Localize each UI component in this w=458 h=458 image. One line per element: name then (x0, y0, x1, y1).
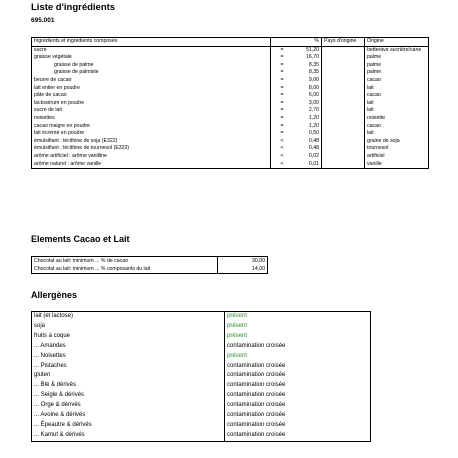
ingredient-row (32, 46, 429, 54)
ingredient-sign: = (271, 100, 294, 108)
ingredient-sign: = (271, 107, 294, 115)
ingredient-name: émulsifiant : lécithine de tournesol (E322) (34, 145, 130, 152)
allergen-name: fruits à coque (34, 332, 71, 339)
ingredient-sign: = (271, 69, 294, 77)
allergen-name: ... Pistaches (34, 362, 67, 369)
ingredient-name: sucre (34, 46, 47, 53)
allergens-table (31, 311, 371, 442)
allergen-status: présent (225, 322, 371, 332)
ingredient-sign: < (271, 153, 294, 161)
ingredient-row (32, 153, 429, 161)
ingredient-name: graisse de palmiste (54, 69, 99, 76)
cacao-section-title: Elements Cacao et Lait (31, 234, 130, 244)
allergen-name: ... Kamut & dérivés (34, 431, 85, 438)
ingredient-country (322, 62, 365, 70)
allergen-status: contamination croisée (225, 361, 371, 371)
cacao-row (32, 257, 268, 266)
allergen-name: ... Noisettes (34, 352, 66, 359)
ingredient-percent: 8,35 (308, 61, 319, 68)
ingredients-body (32, 46, 429, 169)
ingredients-table (31, 37, 429, 169)
allergens-title: Allergènes (31, 290, 78, 300)
ingredient-origin: betterave sucrière/cane (365, 46, 429, 54)
allergen-name: ... Avoine & dérivés (34, 412, 86, 419)
ingredient-percent: 1,20 (308, 115, 319, 122)
ingredient-row (32, 115, 429, 123)
allergen-status: présent (225, 312, 371, 322)
ingredient-name: arôme artificiel : arôme vanilline (34, 153, 107, 159)
ingredient-country (322, 153, 365, 161)
allergen-status: présent (225, 332, 371, 342)
ingredient-percent: 8,35 (308, 69, 319, 76)
ingredient-row (32, 69, 429, 77)
ingredient-origin: lait (365, 85, 429, 93)
ingredient-percent: 3,00 (308, 99, 319, 106)
ingredient-row (32, 145, 429, 153)
allergen-name: lait (et lactose) (34, 313, 74, 320)
allergen-row (32, 421, 371, 431)
ingredient-percent: 6,00 (308, 92, 319, 99)
allergen-row (32, 352, 371, 362)
cacao-value: 14,00 (218, 265, 268, 274)
ingredient-row (32, 123, 429, 131)
allergen-status: contamination croisée (225, 411, 371, 421)
ingredient-row (32, 130, 429, 138)
ingredient-origin: cacao (365, 92, 429, 100)
allergen-row (32, 371, 371, 381)
allergen-row (32, 411, 371, 421)
cacao-milk-table (31, 256, 268, 274)
ingredient-origin: vanille (365, 161, 429, 169)
ingredient-sign: = (271, 62, 294, 70)
ingredient-country (322, 46, 365, 54)
ingredient-percent: 0,02 (308, 153, 319, 159)
header-origin: Origine (365, 38, 429, 47)
ingredient-row (32, 107, 429, 115)
allergen-row (32, 391, 371, 401)
ingredient-name: pâte de cacao (34, 92, 67, 99)
ingredient-row (32, 100, 429, 108)
ingredient-country (322, 115, 365, 123)
ingredient-percent: 8,00 (308, 84, 319, 91)
ingredient-origin: cacao (365, 123, 429, 131)
allergen-status: contamination croisée (225, 431, 371, 441)
ingredient-percent: 16,70 (306, 54, 319, 61)
ingredient-percent: 51,20 (306, 46, 319, 53)
allergen-row (32, 322, 371, 332)
ingredient-name: émulsifiant : lécithine de soja (E322) (34, 137, 118, 144)
ingredient-row (32, 77, 429, 85)
ingredient-percent: 9,00 (308, 77, 319, 84)
ingredient-name: lait écrémé en poudre (34, 130, 85, 137)
ingredient-row (32, 62, 429, 70)
allergen-name: ... Orge & dérivés (34, 402, 81, 409)
allergen-name: ... Blé & dérivés (34, 382, 77, 389)
ingredient-country (322, 69, 365, 77)
allergen-name: ... Épeautre & dérivés (34, 421, 92, 428)
cacao-label: Chocolat au lait: minimum ... % de cacao (34, 258, 128, 265)
ingredient-country (322, 138, 365, 146)
ingredient-origin: lait (365, 107, 429, 115)
allergen-name: ... Seigle & dérivés (34, 392, 85, 399)
header-percent: % (271, 38, 322, 47)
ingredients-header-row (32, 38, 429, 47)
ingredient-percent: 0,48 (308, 145, 319, 152)
ingredient-country (322, 145, 365, 153)
allergen-status: contamination croisée (225, 371, 371, 381)
allergen-name: gluten (34, 372, 51, 379)
ingredient-percent: 0,01 (308, 160, 319, 167)
ingredient-percent: 1,20 (308, 122, 319, 129)
ingredient-country (322, 100, 365, 108)
ingredient-name: graisse végétale (34, 54, 72, 61)
ingredient-origin: lait (365, 100, 429, 108)
allergen-row (32, 342, 371, 352)
ingredient-name: arôme naturel : arôme vanille (34, 160, 102, 167)
ingredient-country (322, 123, 365, 131)
cacao-value: 30,00 (218, 257, 268, 266)
ingredient-country (322, 54, 365, 62)
cacao-label: Chocolat au lait: minimum ... % composants du lait (34, 266, 151, 273)
ingredient-name: cacao maigre en poudre (34, 122, 90, 129)
ingredient-percent: 0,50 (308, 130, 319, 137)
ingredient-sign: = (271, 46, 294, 54)
ingredient-name: noisettes (34, 115, 55, 122)
ingredient-sign: = (271, 115, 294, 123)
ingredient-sign: = (271, 130, 294, 138)
allergen-status: contamination croisée (225, 401, 371, 411)
ingredient-percent: 2,70 (308, 107, 319, 114)
allergen-status: contamination croisée (225, 342, 371, 352)
allergen-row (32, 431, 371, 441)
ingredient-country (322, 161, 365, 169)
allergen-name: ... Amandes (34, 342, 66, 349)
ingredient-percent: 0,48 (308, 137, 319, 144)
ingredient-sign: = (271, 77, 294, 85)
ingredient-origin: artificiel (365, 153, 429, 161)
ingredient-row (32, 161, 429, 169)
allergen-row (32, 361, 371, 371)
ingredient-origin: lait (365, 130, 429, 138)
allergen-row (32, 332, 371, 342)
allergen-status: contamination croisée (225, 381, 371, 391)
ingredient-name: graisse de palme (54, 61, 94, 68)
ingredient-sign: = (271, 123, 294, 131)
ingredient-row (32, 138, 429, 146)
ingredient-name: sucre de lait (34, 107, 62, 114)
ingredient-origin: tournesol (365, 145, 429, 153)
ingredient-country (322, 77, 365, 85)
ingredient-country (322, 85, 365, 93)
ingredient-origin: graine de soja (365, 138, 429, 146)
ingredient-sign: < (271, 145, 294, 153)
allergen-status: contamination croisée (225, 421, 371, 431)
header-ingredients: Ingrédients et ingrédients composés (32, 38, 271, 47)
ingredient-name: beurre de cacao (34, 77, 72, 84)
ingredient-row (32, 54, 429, 62)
allergen-name: soja (34, 323, 46, 330)
page-title: Liste d'ingrédients (31, 2, 116, 13)
ingredient-country (322, 92, 365, 100)
ingredient-country (322, 130, 365, 138)
allergen-row (32, 312, 371, 322)
ingredient-sign: = (271, 54, 294, 62)
ingredient-origin: noisette (365, 115, 429, 123)
ingredient-sign: = (271, 92, 294, 100)
ingredient-sign: < (271, 138, 294, 146)
product-code: 695.001 (31, 17, 55, 24)
ingredient-origin: cacao (365, 77, 429, 85)
ingredient-sign: = (271, 85, 294, 93)
allergen-status: contamination croisée (225, 391, 371, 401)
ingredient-origin: palme (365, 54, 429, 62)
header-country: Pays d'origine (322, 38, 365, 47)
allergen-status: présent (225, 352, 371, 362)
ingredient-country (322, 107, 365, 115)
ingredient-sign: < (271, 161, 294, 169)
ingredient-origin: palme (365, 69, 429, 77)
ingredient-origin: palme (365, 62, 429, 70)
ingredient-row (32, 92, 429, 100)
allergen-row (32, 401, 371, 411)
ingredient-name: lactosérum en poudre (34, 99, 85, 106)
cacao-row (32, 265, 268, 274)
allergen-row (32, 381, 371, 391)
ingredient-name: lait entier en poudre (34, 84, 80, 91)
ingredient-row (32, 85, 429, 93)
